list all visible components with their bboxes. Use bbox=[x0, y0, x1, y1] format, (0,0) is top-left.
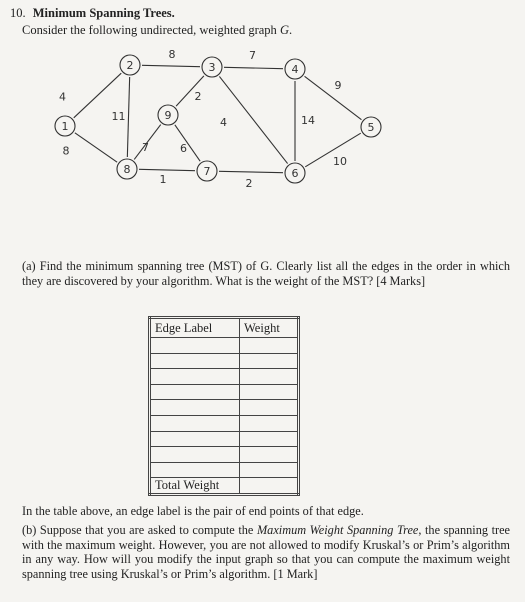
question-number: 10. bbox=[10, 6, 26, 20]
edge-9-7 bbox=[175, 125, 200, 161]
edge-cell[interactable] bbox=[150, 369, 240, 385]
table-note: In the table above, an edge label is the pair of end points of that edge. bbox=[22, 504, 364, 518]
total-weight-label: Total Weight bbox=[150, 478, 240, 495]
edge-3-4 bbox=[224, 67, 283, 68]
weight-cell[interactable] bbox=[240, 415, 299, 431]
question-header bbox=[10, 6, 175, 21]
edge-8-7 bbox=[139, 169, 195, 170]
table-header-row bbox=[150, 318, 299, 338]
question-title: Minimum Spanning Trees. bbox=[32, 6, 175, 20]
question-intro: Consider the following undirected, weighted graph G. bbox=[22, 23, 293, 37]
weighted-graph-diagram bbox=[0, 40, 525, 200]
weight-cell[interactable] bbox=[240, 338, 299, 354]
table-row[interactable] bbox=[150, 447, 299, 463]
table-row[interactable] bbox=[150, 431, 299, 447]
weight-header: Weight bbox=[240, 318, 299, 338]
edge-weight-2-3: 8 bbox=[168, 48, 176, 61]
edge-weight-4-5: 9 bbox=[334, 79, 342, 92]
table-row[interactable] bbox=[150, 338, 299, 354]
node-label-7: 7 bbox=[203, 165, 211, 178]
table-row[interactable] bbox=[150, 369, 299, 385]
total-weight-cell[interactable] bbox=[240, 478, 299, 495]
edge-3-6 bbox=[219, 76, 287, 163]
edge-weight-3-9: 2 bbox=[194, 90, 202, 103]
edge-weight-3-4: 7 bbox=[249, 49, 256, 62]
edge-weight-1-2: 4 bbox=[59, 90, 66, 104]
weight-cell[interactable] bbox=[240, 431, 299, 447]
table-row[interactable] bbox=[150, 384, 299, 400]
edge-cell[interactable] bbox=[150, 338, 240, 354]
node-label-6: 6 bbox=[291, 167, 299, 180]
edge-weight-3-6: 4 bbox=[220, 116, 227, 129]
weight-cell[interactable] bbox=[240, 400, 299, 416]
node-label-3: 3 bbox=[208, 61, 216, 74]
edge-weight-8-9: 7 bbox=[142, 141, 149, 154]
node-label-1: 1 bbox=[61, 120, 69, 133]
table-row[interactable] bbox=[150, 353, 299, 369]
edge-weight-9-7: 6 bbox=[180, 142, 187, 155]
mst-answer-table bbox=[148, 316, 300, 496]
table-row[interactable] bbox=[150, 415, 299, 431]
weight-cell[interactable] bbox=[240, 369, 299, 385]
edge-2-3 bbox=[142, 65, 200, 66]
edge-cell[interactable] bbox=[150, 431, 240, 447]
node-label-4: 4 bbox=[291, 63, 299, 76]
weight-cell[interactable] bbox=[240, 447, 299, 463]
edge-weight-8-7: 1 bbox=[159, 173, 167, 186]
part-b-text: (b) Suppose that you are asked to compute the Maximum Weight Spanning Tree, the spanning tree with the maximum weight. However, you are not allowed to modify Kruskal’s or Prim’s algorithm in any way. How will you modify the input graph so that you can compute the maximum weight spanning tree using Kruskal’s or Prim’s algorithm. [1 Mark] bbox=[22, 523, 510, 581]
edge-weight-4-6: 14 bbox=[301, 114, 315, 127]
node-label-2: 2 bbox=[126, 59, 134, 72]
edge-label-header: Edge Label bbox=[150, 318, 240, 338]
part-a-text: (a) Find the minimum spanning tree (MST) of G. Clearly list all the edges in the order in which they are discovered by your algorithm. What is the weight of the MST? [4 Marks] bbox=[22, 259, 510, 288]
edge-1-8 bbox=[75, 133, 117, 162]
edge-2-8 bbox=[127, 77, 129, 157]
node-label-9: 9 bbox=[164, 109, 172, 122]
weight-cell[interactable] bbox=[240, 353, 299, 369]
weight-cell[interactable] bbox=[240, 462, 299, 478]
weight-cell[interactable] bbox=[240, 384, 299, 400]
edge-weight-7-6: 2 bbox=[245, 177, 253, 190]
edge-weight-1-8: 8 bbox=[62, 144, 70, 158]
edge-7-6 bbox=[219, 171, 283, 172]
edge-cell[interactable] bbox=[150, 447, 240, 463]
part-b-emphasis: Maximum Weight Spanning Tree bbox=[256, 523, 419, 537]
edge-cell[interactable] bbox=[150, 415, 240, 431]
node-label-8: 8 bbox=[123, 163, 131, 176]
table-row[interactable] bbox=[150, 462, 299, 478]
total-row bbox=[150, 478, 299, 495]
edge-cell[interactable] bbox=[150, 353, 240, 369]
edge-weight-2-8: 11 bbox=[111, 110, 126, 123]
graph-variable: G bbox=[279, 23, 289, 37]
edge-cell[interactable] bbox=[150, 400, 240, 416]
node-label-5: 5 bbox=[367, 121, 375, 134]
edge-weight-5-6: 10 bbox=[333, 155, 347, 168]
table-row[interactable] bbox=[150, 400, 299, 416]
edge-cell[interactable] bbox=[150, 462, 240, 478]
edge-cell[interactable] bbox=[150, 384, 240, 400]
